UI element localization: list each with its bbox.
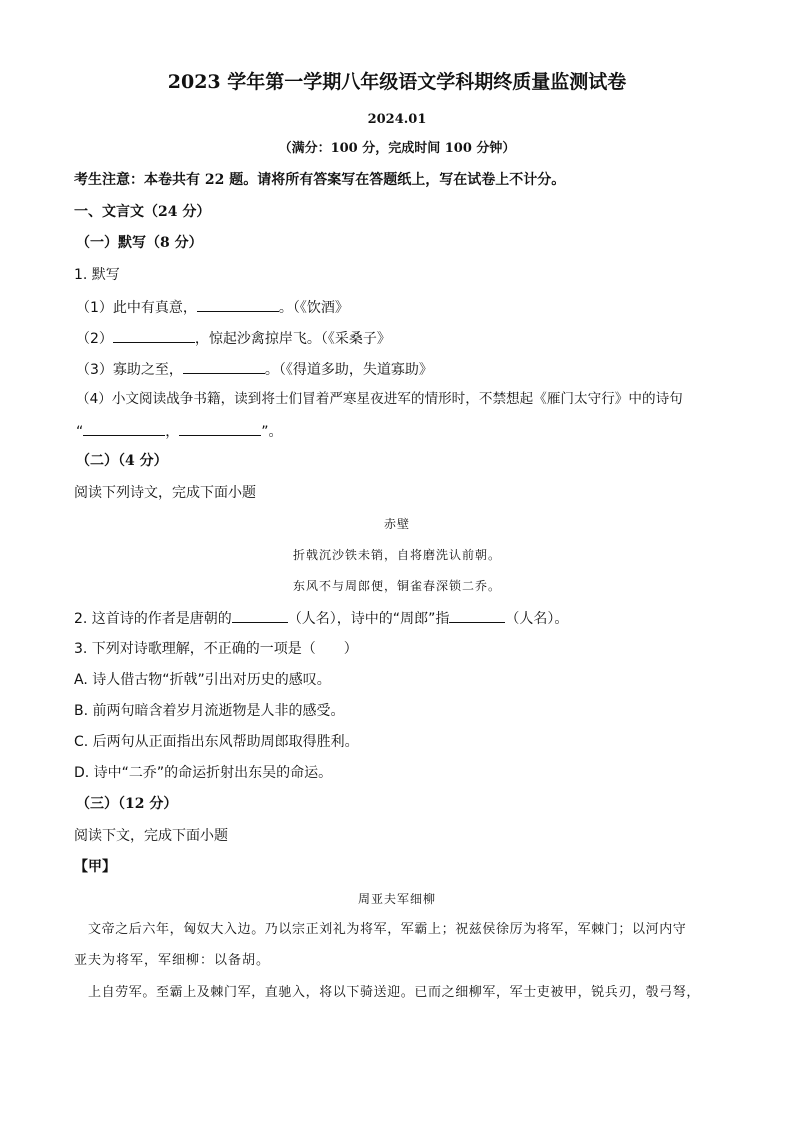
poem-line-2: 东风不与周郎便，铜雀春深锁二乔。 [292, 579, 501, 593]
comma: ， [165, 424, 180, 440]
question-3-option-a: A. 诗人借古物“折戟”引出对历史的感叹。 [74, 672, 331, 688]
question-1-4-blanks [76, 421, 283, 441]
poem-title: 赤壁 [383, 517, 410, 531]
part2-intro: 阅读下列诗文，完成下面小题 [74, 485, 256, 501]
passage-title: 周亚夫军细柳 [357, 892, 436, 906]
question-2 [74, 608, 568, 628]
passage-label-jia: 【甲】 [74, 859, 116, 875]
q2-text-a: 2. 这首诗的作者是唐朝的 [74, 611, 232, 627]
part1-heading: （一）默写（8 分） [76, 235, 203, 251]
q1-1-text-before: （1）此中有真意， [76, 300, 197, 316]
question-3-option-b: B. 前两句暗含着岁月流逝物是人非的感受。 [74, 703, 345, 719]
q1-2-text-after: ，惊起沙禽掠岸飞。（《采桑子》 [194, 331, 391, 347]
passage-line-1: 文帝之后六年，匈奴大入边。乃以宗正刘礼为将军，军霸上；祝兹侯徐厉为将军，军棘门；以河内守 [88, 922, 687, 937]
passage-line-3: 上自劳军。至霸上及棘门军，直驰入，将以下骑送迎。已而之细柳军，军士吏被甲，锐兵刃，彀弓弩， [88, 985, 701, 1000]
question-3-option-d: D. 诗中“二乔”的命运折射出东吴的命运。 [74, 765, 333, 781]
question-3-stem: 3. 下列对诗歌理解，不正确的一项是（ ） [74, 641, 358, 657]
question-1-label: 1. 默写 [74, 267, 120, 283]
passage-line-2: 亚夫为将军，军细柳：以备胡。 [74, 953, 271, 968]
question-1-1 [76, 297, 349, 317]
poem-line-1: 折戟沉沙铁未销，自将磨洗认前朝。 [292, 548, 501, 562]
exam-date: 2024.01 [367, 112, 427, 127]
q1-3-text-before: （3）寡助之至， [76, 362, 183, 378]
exam-notice: 考生注意：本卷共有 22 题。请将所有答案写在答题纸上，写在试卷上不计分。 [74, 172, 566, 188]
question-3-option-c: C. 后两句从正面指出东风帮助周郎取得胜利。 [74, 734, 359, 750]
q1-2-text-before: （2） [76, 331, 113, 347]
part2-heading: （二）（4 分） [76, 453, 168, 469]
answer-blank [197, 297, 279, 312]
part3-intro: 阅读下文，完成下面小题 [74, 828, 228, 844]
answer-blank [83, 421, 165, 436]
q1-1-text-after: 。（《饮酒》 [278, 300, 349, 316]
q2-text-b: （人名），诗中的“周郎”指 [287, 611, 450, 627]
section-heading-classical: 一、文言文（24 分） [74, 204, 211, 220]
answer-blank [183, 359, 265, 374]
score-note: （满分：100 分，完成时间 100 分钟） [278, 141, 516, 156]
part3-heading: （三）（12 分） [76, 796, 178, 812]
answer-blank [449, 608, 505, 623]
exam-title: 2023 学年第一学期八年级语文学科期终质量监测试卷 [167, 71, 627, 93]
open-quote: “ [76, 424, 84, 440]
answer-blank [179, 421, 261, 436]
q2-text-c: （人名）。 [505, 611, 569, 627]
close-quote: ”。 [261, 424, 283, 440]
q1-3-text-after: 。（《得道多助，失道寡助》 [264, 362, 433, 378]
answer-blank [113, 328, 195, 343]
question-1-2 [76, 328, 391, 348]
question-1-3 [76, 359, 433, 379]
question-1-4: （4）小文阅读战争书籍，读到将士们冒着严寒星夜进军的情形时，不禁想起《雁门太守行》中的诗句 [76, 391, 683, 407]
answer-blank [232, 608, 288, 623]
